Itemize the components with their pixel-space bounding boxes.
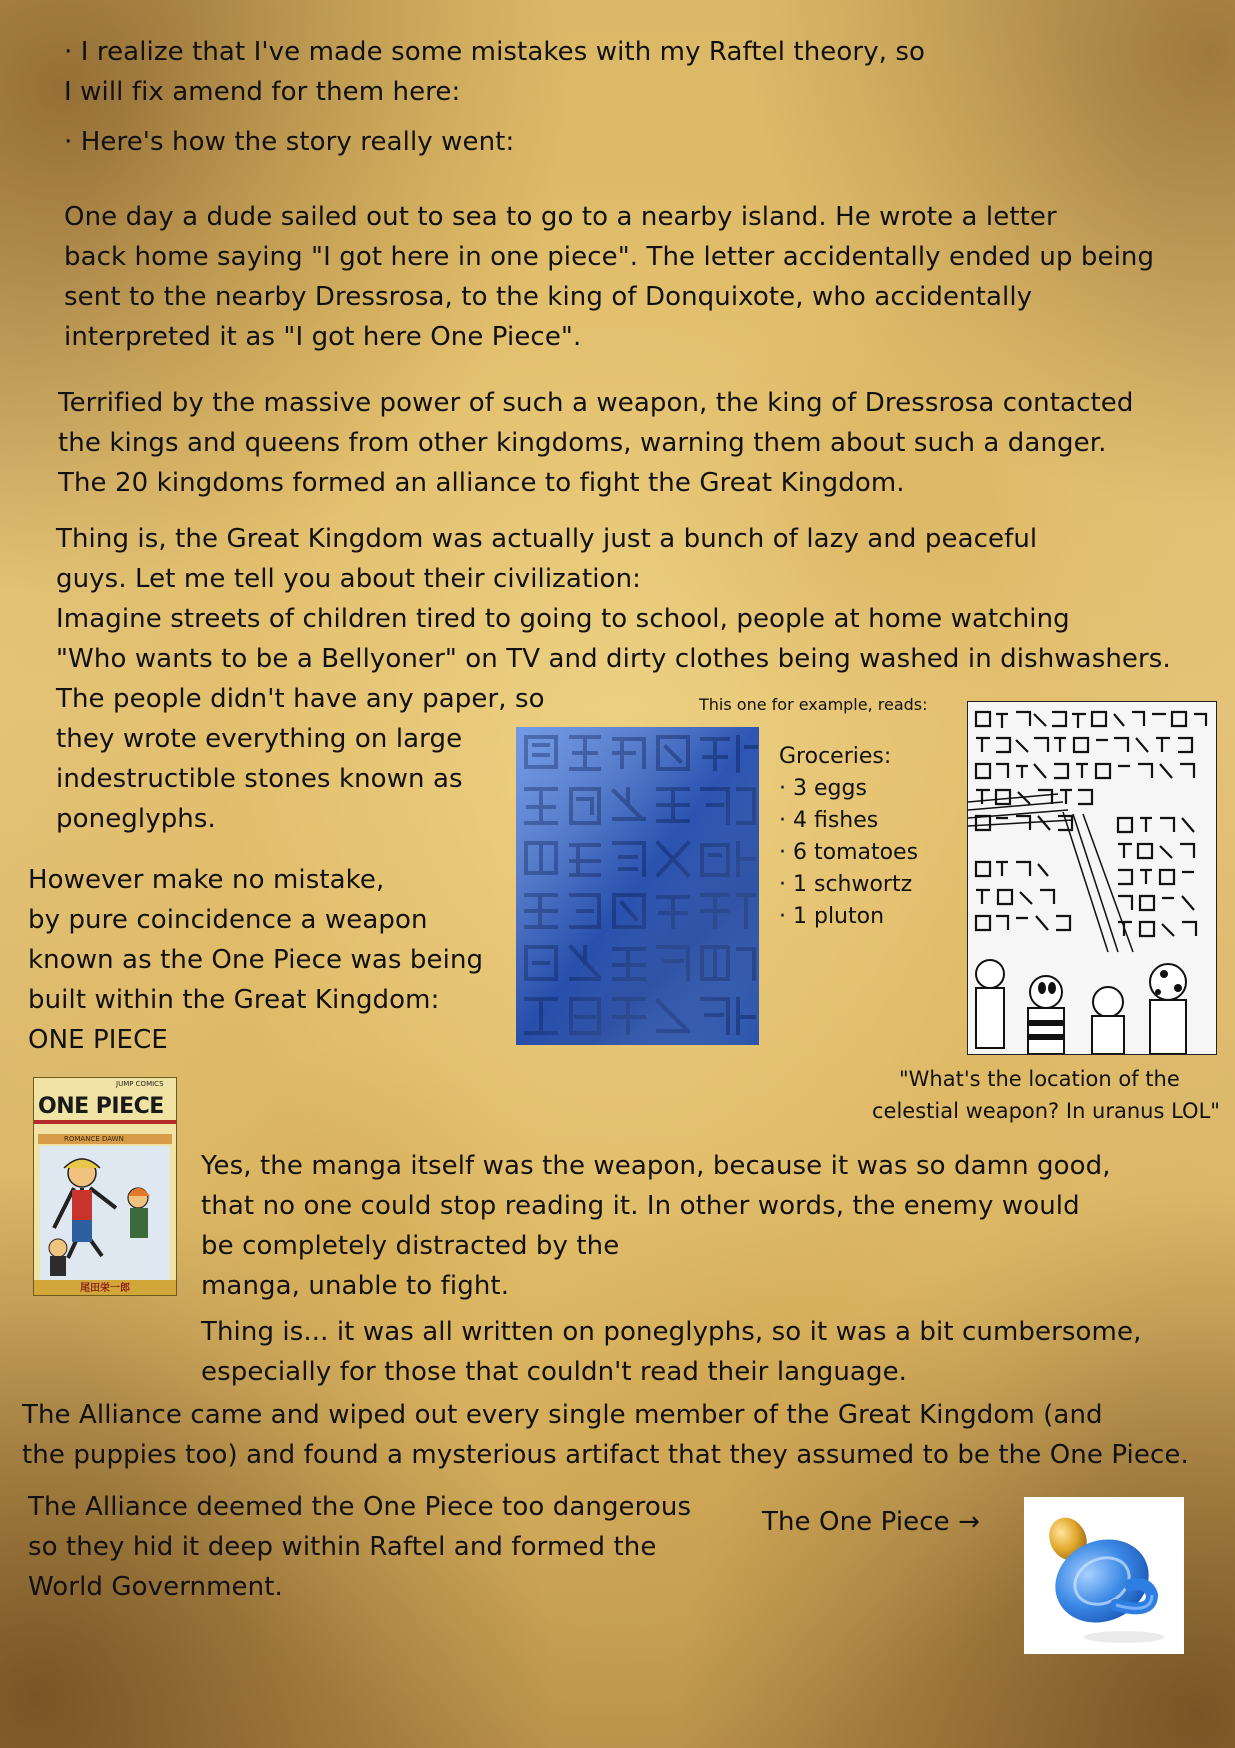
story-p3-line-1: One day a dude sailed out to sea to go to a nearby island. He wrote a letter xyxy=(64,202,1057,232)
story-p6-line-4: poneglyphs. xyxy=(56,804,216,834)
groceries-title: Groceries: xyxy=(779,744,892,769)
story-p5-line-1: Thing is, the Great Kingdom was actually just a bunch of lazy and peaceful xyxy=(56,524,1038,554)
story-p9-line-2: especially for those that couldn't read their language. xyxy=(201,1357,908,1387)
story-p7-line-4: built within the Great Kingdom: xyxy=(28,985,440,1015)
cover-label-top: JUMP COMICS xyxy=(116,1080,164,1088)
pacifier-image xyxy=(1024,1497,1184,1654)
story-p8-line-2: that no one could stop reading it. In other words, the enemy would xyxy=(201,1191,1080,1221)
story-p5-line-4: "Who wants to be a Bellyoner" on TV and dirty clothes being washed in dishwashers. xyxy=(56,644,1171,674)
story-p10-line-1: The Alliance came and wiped out every single member of the Great Kingdom (and xyxy=(22,1400,1103,1430)
svg-text:尾田栄一郎: 尾田栄一郎 xyxy=(80,1283,130,1294)
story-p11-line-3: World Government. xyxy=(28,1572,283,1602)
groceries-item: · 3 eggs xyxy=(779,776,867,801)
groceries-item: · 4 fishes xyxy=(779,808,879,833)
example-caption: This one for example, reads: xyxy=(699,695,928,714)
story-p4-line-3: The 20 kingdoms formed an alliance to fight the Great Kingdom. xyxy=(58,468,905,498)
story-p3-line-4: interpreted it as "I got here One Piece". xyxy=(64,322,582,352)
story-p4-line-2: the kings and queens from other kingdoms, warning them about such a danger. xyxy=(58,428,1107,458)
story-p9-line-1: Thing is... it was all written on poneglyphs, so it was a bit cumbersome, xyxy=(201,1317,1142,1347)
story-p11-line-2: so they hid it deep within Raftel and formed the xyxy=(28,1532,657,1562)
one-piece-label: The One Piece → xyxy=(762,1507,980,1537)
intro-line-1: · I realize that I've made some mistakes with my Raftel theory, so xyxy=(64,37,926,67)
story-p5-line-3: Imagine streets of children tired to going to school, people at home watching xyxy=(56,604,1070,634)
groceries-item: · 6 tomatoes xyxy=(779,840,919,865)
story-p6-line-2: they wrote everything on large xyxy=(56,724,463,754)
story-p6-line-3: indestructible stones known as xyxy=(56,764,463,794)
story-p11-line-1: The Alliance deemed the One Piece too dangerous xyxy=(28,1492,692,1522)
poneglyph-stone-image xyxy=(516,727,759,1045)
groceries-item: · 1 schwortz xyxy=(779,872,913,897)
manga-caption-line-2: celestial weapon? In uranus LOL" xyxy=(872,1099,1220,1123)
story-p3-line-3: sent to the nearby Dressrosa, to the king of Donquixote, who accidentally xyxy=(64,282,1033,312)
story-p3-line-2: back home saying "I got here in one piece". The letter accidentally ended up being xyxy=(64,242,1155,272)
story-p8-line-1: Yes, the manga itself was the weapon, because it was so damn good, xyxy=(201,1151,1111,1181)
manga-panel-image xyxy=(967,701,1217,1055)
story-p8-line-4: manga, unable to fight. xyxy=(201,1271,510,1301)
story-p7-line-1: However make no mistake, xyxy=(28,865,385,895)
groceries-item: · 1 pluton xyxy=(779,904,885,929)
story-p6-line-1: The people didn't have any paper, so xyxy=(56,684,545,714)
story-p8-line-3: be completely distracted by the xyxy=(201,1231,620,1261)
story-p4-line-1: Terrified by the massive power of such a weapon, the king of Dressrosa contacted xyxy=(58,388,1134,418)
story-p7-line-5: ONE PIECE xyxy=(28,1025,168,1055)
cover-title: ONE PIECE xyxy=(38,1094,164,1119)
intro-line-2: I will fix amend for them here: xyxy=(64,77,461,107)
story-p10-line-2: the puppies too) and found a mysterious artifact that they assumed to be the One Piece. xyxy=(22,1440,1189,1470)
story-p7-line-3: known as the One Piece was being xyxy=(28,945,484,975)
one-piece-cover-image xyxy=(33,1077,177,1296)
story-p5-line-2: guys. Let me tell you about their civilization: xyxy=(56,564,642,594)
story-intro: · Here's how the story really went: xyxy=(64,127,515,157)
pacifier-icon xyxy=(1024,1497,1184,1654)
cover-subtitle: ROMANCE DAWN xyxy=(64,1135,124,1143)
manga-caption-line-1: "What's the location of the xyxy=(899,1067,1180,1091)
groceries-list xyxy=(779,741,918,933)
story-p7-line-2: by pure coincidence a weapon xyxy=(28,905,428,935)
